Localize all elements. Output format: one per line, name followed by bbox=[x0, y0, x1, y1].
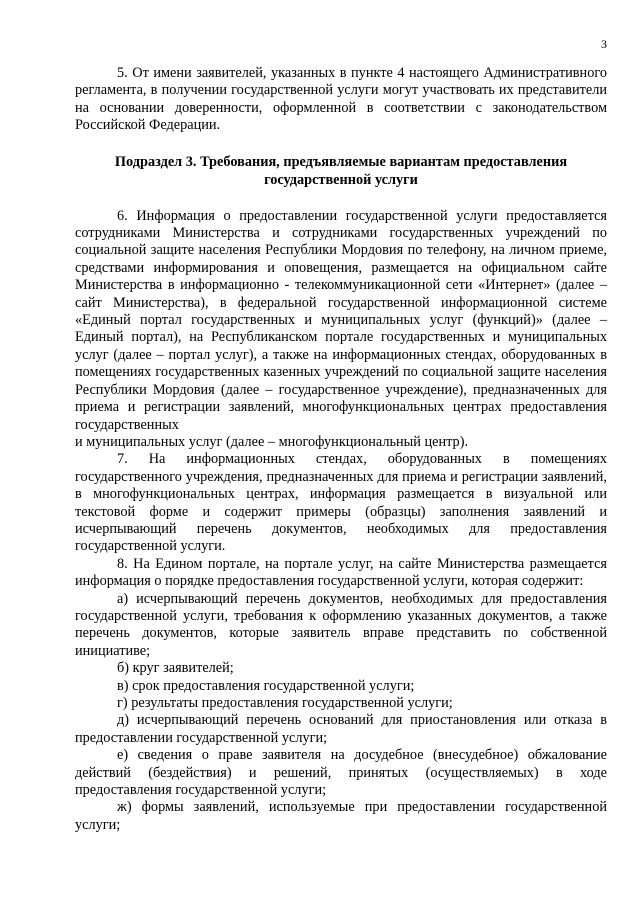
paragraph-6-continuation: и муниципальных услуг (далее – многофункциональный центр). bbox=[75, 433, 469, 450]
list-item-v: в) срок предоставления государственной услуги; bbox=[117, 677, 415, 694]
document-body bbox=[75, 65, 607, 834]
list-item-zh: ж) формы заявлений, используемые при предоставлении государственной услуги; bbox=[75, 799, 607, 833]
section-heading bbox=[75, 153, 607, 189]
section-heading-line-2: государственной услуги bbox=[264, 171, 418, 188]
list-item-a: а) исчерпывающий перечень документов, необходимых для предоставления государственной услуги, требования к оформлению указанных документов, а также перечень документов, которые заявитель вправе представить по собственной инициативе; bbox=[75, 590, 607, 659]
list-item-g: г) результаты предоставления государственной услуги; bbox=[117, 695, 453, 711]
paragraph-5: 5. От имени заявителей, указанных в пункте 4 настоящего Административного регламента, в получении государственной услуги могут участвовать их представители на основании доверенности, оформленной в соответствии с законодательством Российской Федерации. bbox=[75, 65, 607, 134]
list-item-d: д) исчерпывающий перечень оснований для приостановления или отказа в предоставлении государственной услуги; bbox=[75, 712, 607, 746]
page-number: 3 bbox=[601, 37, 607, 51]
list-item-e: е) сведения о праве заявителя на досудебное (внесудебное) обжалование действий (бездействия) и решений, принятых (осуществляемых) в ходе предоставления государственной услуги; bbox=[75, 747, 607, 799]
paragraph-6: 6. Информация о предоставлении государственной услуги предоставляется сотрудниками Министерства и сотрудниками государственных учреждений по социальной защите населения Республики Мордовия по телефону, на личном приеме, средствами информирования и оповещения, размещается на официальном сайте Министерства в информационно - телекоммуникационной сети «Интернет» (далее – сайт Министерства), в федеральной государственной информационной системе «Единый портал государственных и муниципальных услуг (функций)» (далее – Единый портал), на Республиканском портале государственных и муниципальных услуг (далее – портал услуг), а также на информационных стендах, оборудованных в помещениях государственных казенных учреждений по социальной защите населения Республики Мордовия (далее – государственное учреждение), предназначенных для приема и регистрации заявлений, многофункциональных центрах предоставления государственных bbox=[75, 207, 607, 433]
paragraph-7: 7. На информационных стендах, оборудованных в помещениях государственного учреждения, предназначенных для приема и регистрации заявлений, в многофункциональных центрах, информация размещается в визуальной или текстовой форме и содержит примеры (образцы) заполнения заявлений и исчерпывающий перечень документов, необходимых для предоставления государственной услуги. bbox=[75, 451, 607, 555]
section-heading-line-1: Подраздел 3. Требования, предъявляемые вариантам предоставления bbox=[114, 153, 568, 170]
list-item-b: б) круг заявителей; bbox=[117, 660, 234, 677]
paragraph-8: 8. На Едином портале, на портале услуг, на сайте Министерства размещается информация о порядке предоставления государственной услуги, которая содержит: bbox=[75, 555, 607, 590]
